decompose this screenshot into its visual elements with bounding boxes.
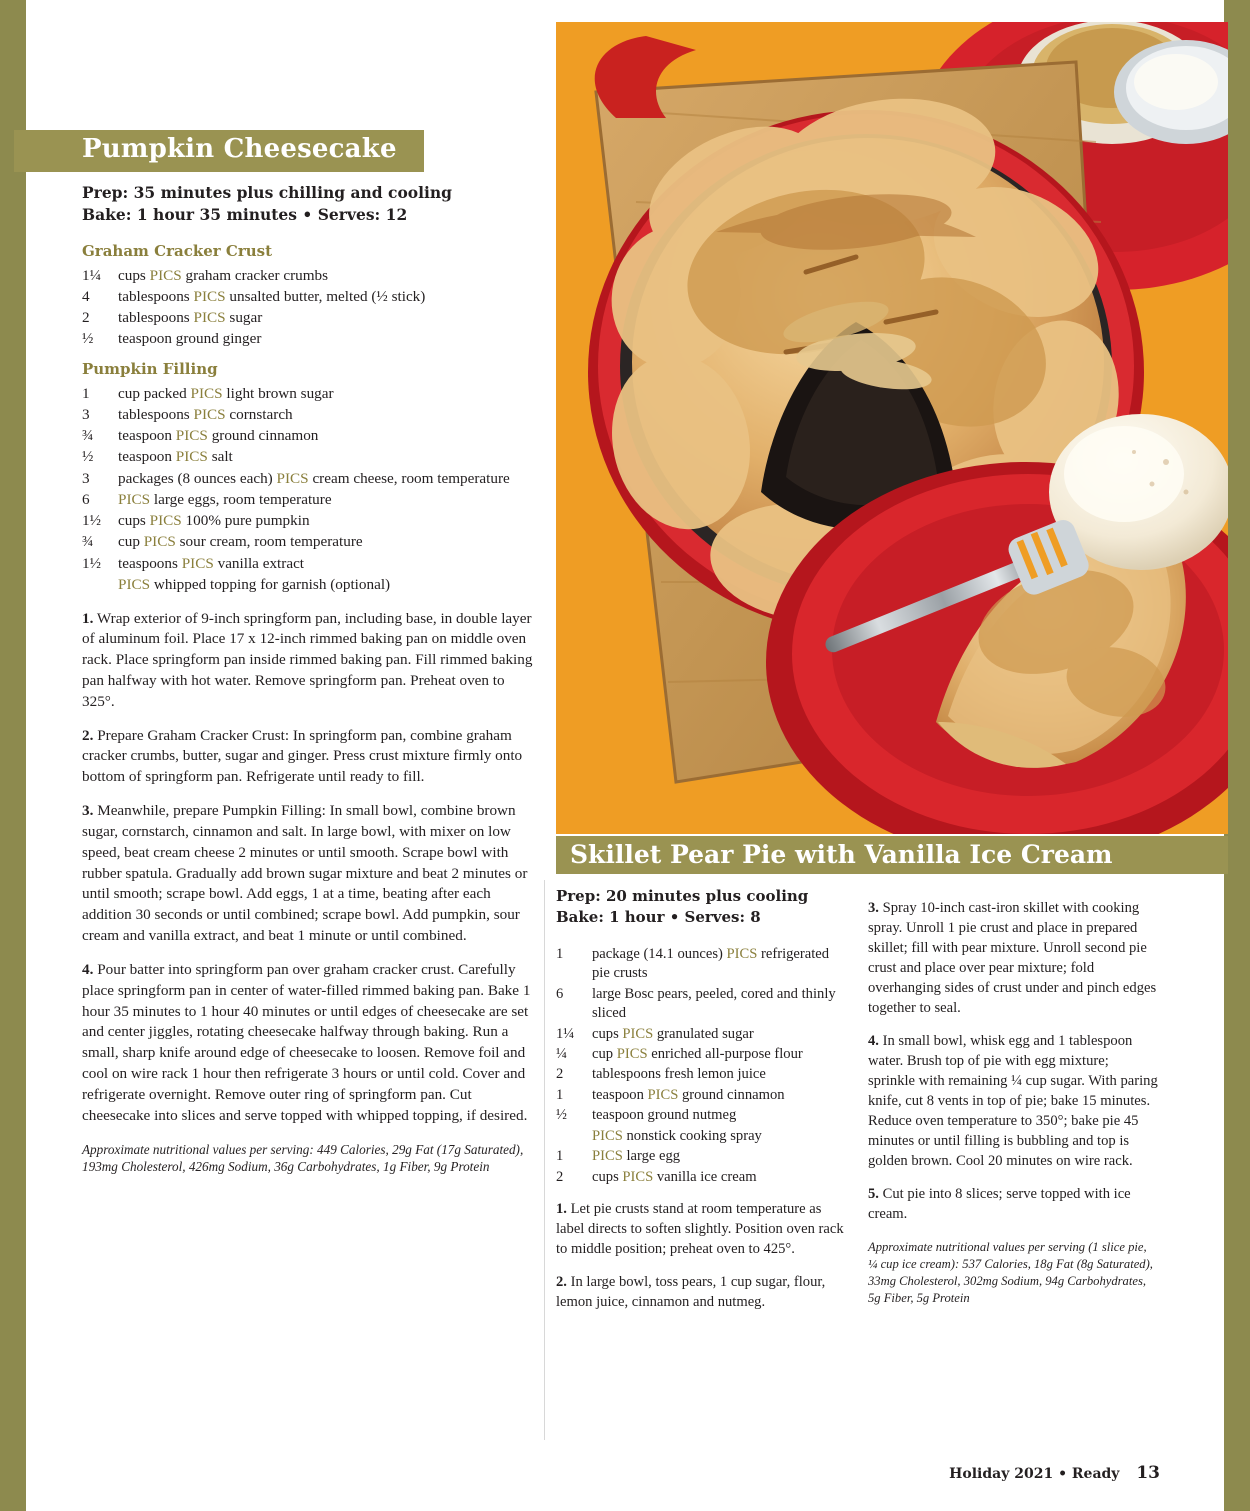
recipe1-column (82, 182, 534, 1176)
ingredient-quantity: 1½ (82, 554, 101, 572)
ingredient-row (556, 1167, 846, 1187)
ingredient-row (556, 1085, 846, 1105)
ingredient-quantity: 1 (556, 946, 564, 963)
ingredient-text: teaspoon PICS ground cinnamon (118, 427, 319, 445)
instruction-step: 2. Prepare Graham Cracker Crust: In springform pan, combine graham cracker crumbs, butter, sugar and ginger. Press crust mixture firmly onto bottom of springform pan. Refrigerate until ready to fill. (82, 726, 523, 786)
ingredient-quantity: 1 (82, 384, 90, 402)
brand-name: PICS (622, 1168, 654, 1185)
ingredient-text: teaspoons PICS vanilla extract (118, 554, 305, 572)
column-divider (544, 880, 545, 1440)
ingredient-quantity: ¼ (556, 1046, 567, 1062)
recipe2-nutrition: Approximate nutritional values per serving (1 slice pie, ¼ cup ice cream): 537 Calories, 18g Fat (8g Saturated), 33mg Cholesterol, 302mg Sodium, 94g Carbohydrates, 5g Fiber, 5g Protein (868, 1239, 1153, 1305)
recipe2-column-left (556, 886, 846, 1313)
ingredient-row (82, 383, 534, 404)
recipe2-meta (556, 886, 846, 929)
ingredient-row (82, 426, 534, 447)
recipe2-column-right (868, 886, 1158, 1307)
brand-name: PICS (149, 266, 182, 284)
brand-name: PICS (190, 384, 223, 402)
recipe1-bake-line: Bake: 1 hour 35 minutes • Serves: 12 (82, 205, 408, 224)
recipe2-steps-left (556, 1200, 846, 1313)
ingredient-text: PICS large egg (592, 1148, 681, 1165)
ingredient-quantity: 2 (556, 1168, 564, 1185)
ingredient-text: cup PICS enriched all-purpose flour (592, 1046, 803, 1062)
recipe2-steps-right (868, 899, 1158, 1225)
ingredient-text: teaspoon PICS ground cinnamon (592, 1086, 785, 1103)
recipe1-section2-heading: Pumpkin Filling (82, 360, 218, 378)
brand-name: PICS (616, 1046, 648, 1062)
ingredient-text: tablespoons PICS cornstarch (118, 405, 293, 423)
ingredient-quantity: 1¼ (82, 266, 101, 284)
ingredient-row (82, 265, 534, 286)
ingredient-row (82, 308, 534, 329)
ingredient-quantity: 6 (82, 490, 90, 508)
ingredient-row (556, 1024, 846, 1044)
recipe1-nutrition: Approximate nutritional values per serving: 449 Calories, 29g Fat (17g Saturated), 193mg Cholesterol, 426mg Sodium, 36g Carbohydrates, 1g Fiber, 9g Protein (82, 1141, 524, 1175)
ingredient-quantity: 4 (82, 287, 90, 305)
ingredient-quantity: 2 (82, 309, 90, 327)
ingredient-row (82, 404, 534, 425)
ingredient-row (82, 329, 534, 350)
ingredient-row (556, 1147, 846, 1167)
ingredient-quantity: 6 (556, 985, 564, 1002)
ingredient-text: cups PICS 100% pure pumpkin (118, 512, 310, 530)
ingredient-text: tablespoons fresh lemon juice (592, 1066, 766, 1083)
ingredient-text: package (14.1 ounces) PICS refrigerated pie crusts (592, 946, 830, 982)
left-edge-bar (0, 0, 26, 1511)
instruction-step: 1. Wrap exterior of 9-inch springform pan, including base, in double layer of aluminum foil. Place 17 x 12-inch rimmed baking pan on middle oven rack. Place springform pan inside rimmed baking pan. Fill rimmed baking pan halfway with hot water. Remove springform pan. Preheat oven to 325°. (82, 609, 533, 710)
brand-name: PICS (193, 309, 226, 327)
ingredient-text: tablespoons PICS unsalted butter, melted (½ stick) (118, 287, 426, 305)
brand-name: PICS (149, 512, 182, 530)
recipe1-prep-line: Prep: 35 minutes plus chilling and cooling (82, 183, 453, 202)
ingredient-quantity: 1 (556, 1086, 564, 1103)
brand-name: PICS (193, 287, 226, 305)
brand-name: PICS (592, 1127, 623, 1144)
ingredient-text: teaspoon PICS salt (118, 448, 233, 466)
ingredient-text: tablespoons PICS sugar (118, 309, 263, 327)
ingredient-quantity: 2 (556, 1066, 564, 1083)
ingredient-row (82, 511, 534, 532)
step-number: 4. (868, 1032, 879, 1049)
ingredient-quantity: ¾ (82, 427, 94, 445)
ingredient-quantity: 1½ (82, 512, 101, 530)
ingredient-row (556, 1126, 846, 1146)
step-number: 3. (868, 900, 879, 916)
brand-name: PICS (726, 946, 758, 963)
recipe1-title: Pumpkin Cheesecake (82, 134, 397, 164)
ingredient-quantity: ½ (82, 448, 94, 466)
ingredient-row (82, 574, 534, 595)
instruction-step: 3. Spray 10-inch cast-iron skillet with cooking spray. Unroll 1 pie crust and place in prepared skillet; fill with pear mixture. Unroll second pie crust and place over pear mixture; fold overhanging sides of crust under and pinch edges together to seal. (868, 900, 1157, 1016)
recipe1-section1-heading: Graham Cracker Crust (82, 242, 273, 260)
ingredient-row (82, 468, 534, 489)
ingredient-text: cup PICS sour cream, room temperature (118, 533, 363, 551)
skillet-pear-pie-photo (556, 22, 1228, 834)
ingredient-text: PICS whipped topping for garnish (optional) (118, 575, 391, 593)
recipe2-ingredients (556, 945, 846, 1188)
step-number: 2. (82, 726, 94, 744)
instruction-step: 4. Pour batter into springform pan over graham cracker crust. Carefully place springform pan in center of water-filled rimmed baking pan. Bake 1 hour 35 minutes to 1 hour 40 minutes or until edges of cheesecake are set and center jiggles, rotating cheesecake halfway through baking. Run a small, sharp knife around edge of cheesecake to loosen. Remove foil and cool on wire rack 1 hour then refrigerate 3 hours or until cold. Cover and refrigerate overnight. Remove outer ring of springform pan. Cut cheesecake into slices and serve topped with whipped topping, if desired. (82, 960, 531, 1124)
ingredient-row (82, 532, 534, 553)
instruction-step: 5. Cut pie into 8 slices; serve topped with ice cream. (868, 1185, 1131, 1222)
brand-name: PICS (193, 405, 226, 423)
instruction-step: 3. Meanwhile, prepare Pumpkin Filling: In small bowl, combine brown sugar, cornstarch, cinnamon and salt. In large bowl, with mixer on low speed, beat cream cheese 2 minutes or until smooth. Scrape bowl with rubber spatula. Gradually add brown sugar mixture and beat 2 minutes or until smooth; scrape bowl. Add eggs, 1 at a time, beating after each addition 30 seconds or until combined; scrape bowl. Add pumpkin, sour cream and vanilla extract, and beat 1 minute or until combined. (82, 802, 528, 945)
instruction-step: 2. In large bowl, toss pears, 1 cup sugar, flour, lemon juice, cinnamon and nutmeg. (556, 1274, 826, 1311)
ingredient-text: cups PICS graham cracker crumbs (118, 266, 329, 284)
ingredient-row (556, 1106, 846, 1126)
ingredient-row (556, 1044, 846, 1064)
issue-label: Holiday 2021 • Ready (949, 1466, 1120, 1482)
recipe2-bake-line: Bake: 1 hour • Serves: 8 (556, 908, 761, 927)
ingredient-row (82, 447, 534, 468)
brand-name: PICS (175, 448, 208, 466)
ingredient-quantity: 3 (82, 405, 90, 423)
brand-name: PICS (181, 554, 214, 572)
step-number: 1. (556, 1201, 567, 1218)
ingredient-quantity: ½ (556, 1107, 567, 1124)
ingredient-text: large Bosc pears, peeled, cored and thinly sliced (592, 985, 836, 1022)
recipe2-title: Skillet Pear Pie with Vanilla Ice Cream (570, 840, 1113, 869)
ingredient-text: packages (8 ounces each) PICS cream cheese, room temperature (118, 469, 510, 487)
recipe2-prep-line: Prep: 20 minutes plus cooling (556, 887, 809, 905)
brand-name: PICS (118, 575, 151, 593)
ingredient-quantity: ¾ (82, 533, 94, 551)
ingredient-quantity (556, 1126, 592, 1146)
recipe1-section2-ingredients (82, 383, 534, 596)
ingredient-text: teaspoon ground nutmeg (592, 1107, 737, 1124)
ingredient-text: cups PICS vanilla ice cream (592, 1168, 757, 1185)
instruction-step: 1. Let pie crusts stand at room temperature as label directs to soften slightly. Position oven rack to middle position; preheat oven to 425°. (556, 1201, 844, 1258)
ingredient-quantity (82, 574, 118, 595)
step-number: 4. (82, 960, 94, 978)
instruction-step: 4. In small bowl, whisk egg and 1 tablespoon water. Brush top of pie with egg mixture; sprinkle with remaining ¼ cup sugar. With paring knife, cut 8 vents in top of pie; bake 15 minutes. Reduce oven temperature to 350°; bake pie 45 minutes or until filling is bubbling and top is golden brown. Cool 20 minutes on wire rack. (868, 1032, 1158, 1169)
brand-name: PICS (622, 1025, 654, 1042)
brand-name: PICS (143, 533, 176, 551)
brand-name: PICS (647, 1086, 679, 1103)
ingredient-quantity: 1 (556, 1148, 564, 1165)
ingredient-row (556, 945, 846, 985)
brand-name: PICS (276, 469, 309, 487)
brand-name: PICS (175, 427, 208, 445)
ingredient-text: PICS nonstick cooking spray (592, 1127, 762, 1144)
step-number: 5. (868, 1185, 879, 1202)
step-number: 2. (556, 1274, 567, 1291)
step-number: 3. (82, 802, 94, 820)
ingredient-text: teaspoon ground ginger (118, 330, 262, 348)
step-number: 1. (82, 609, 94, 627)
ingredient-row (82, 286, 534, 307)
recipe1-section1-ingredients (82, 265, 534, 350)
ingredient-row (556, 1065, 846, 1085)
ingredient-row (82, 489, 534, 510)
page-footer (949, 1463, 1160, 1483)
ingredient-row (556, 984, 846, 1024)
brand-name: PICS (592, 1148, 623, 1165)
page-number: 13 (1136, 1463, 1160, 1483)
recipe1-steps (82, 609, 534, 1127)
brand-name: PICS (118, 490, 151, 508)
ingredient-quantity: 3 (82, 469, 90, 487)
ingredient-text: cups PICS granulated sugar (592, 1025, 754, 1042)
ingredient-row (82, 553, 534, 574)
ingredient-quantity: ½ (82, 330, 94, 348)
ingredient-quantity: 1¼ (556, 1025, 575, 1042)
recipe1-meta (82, 182, 534, 226)
ingredient-text: cup packed PICS light brown sugar (118, 384, 334, 402)
ingredient-text: PICS large eggs, room temperature (118, 490, 332, 508)
